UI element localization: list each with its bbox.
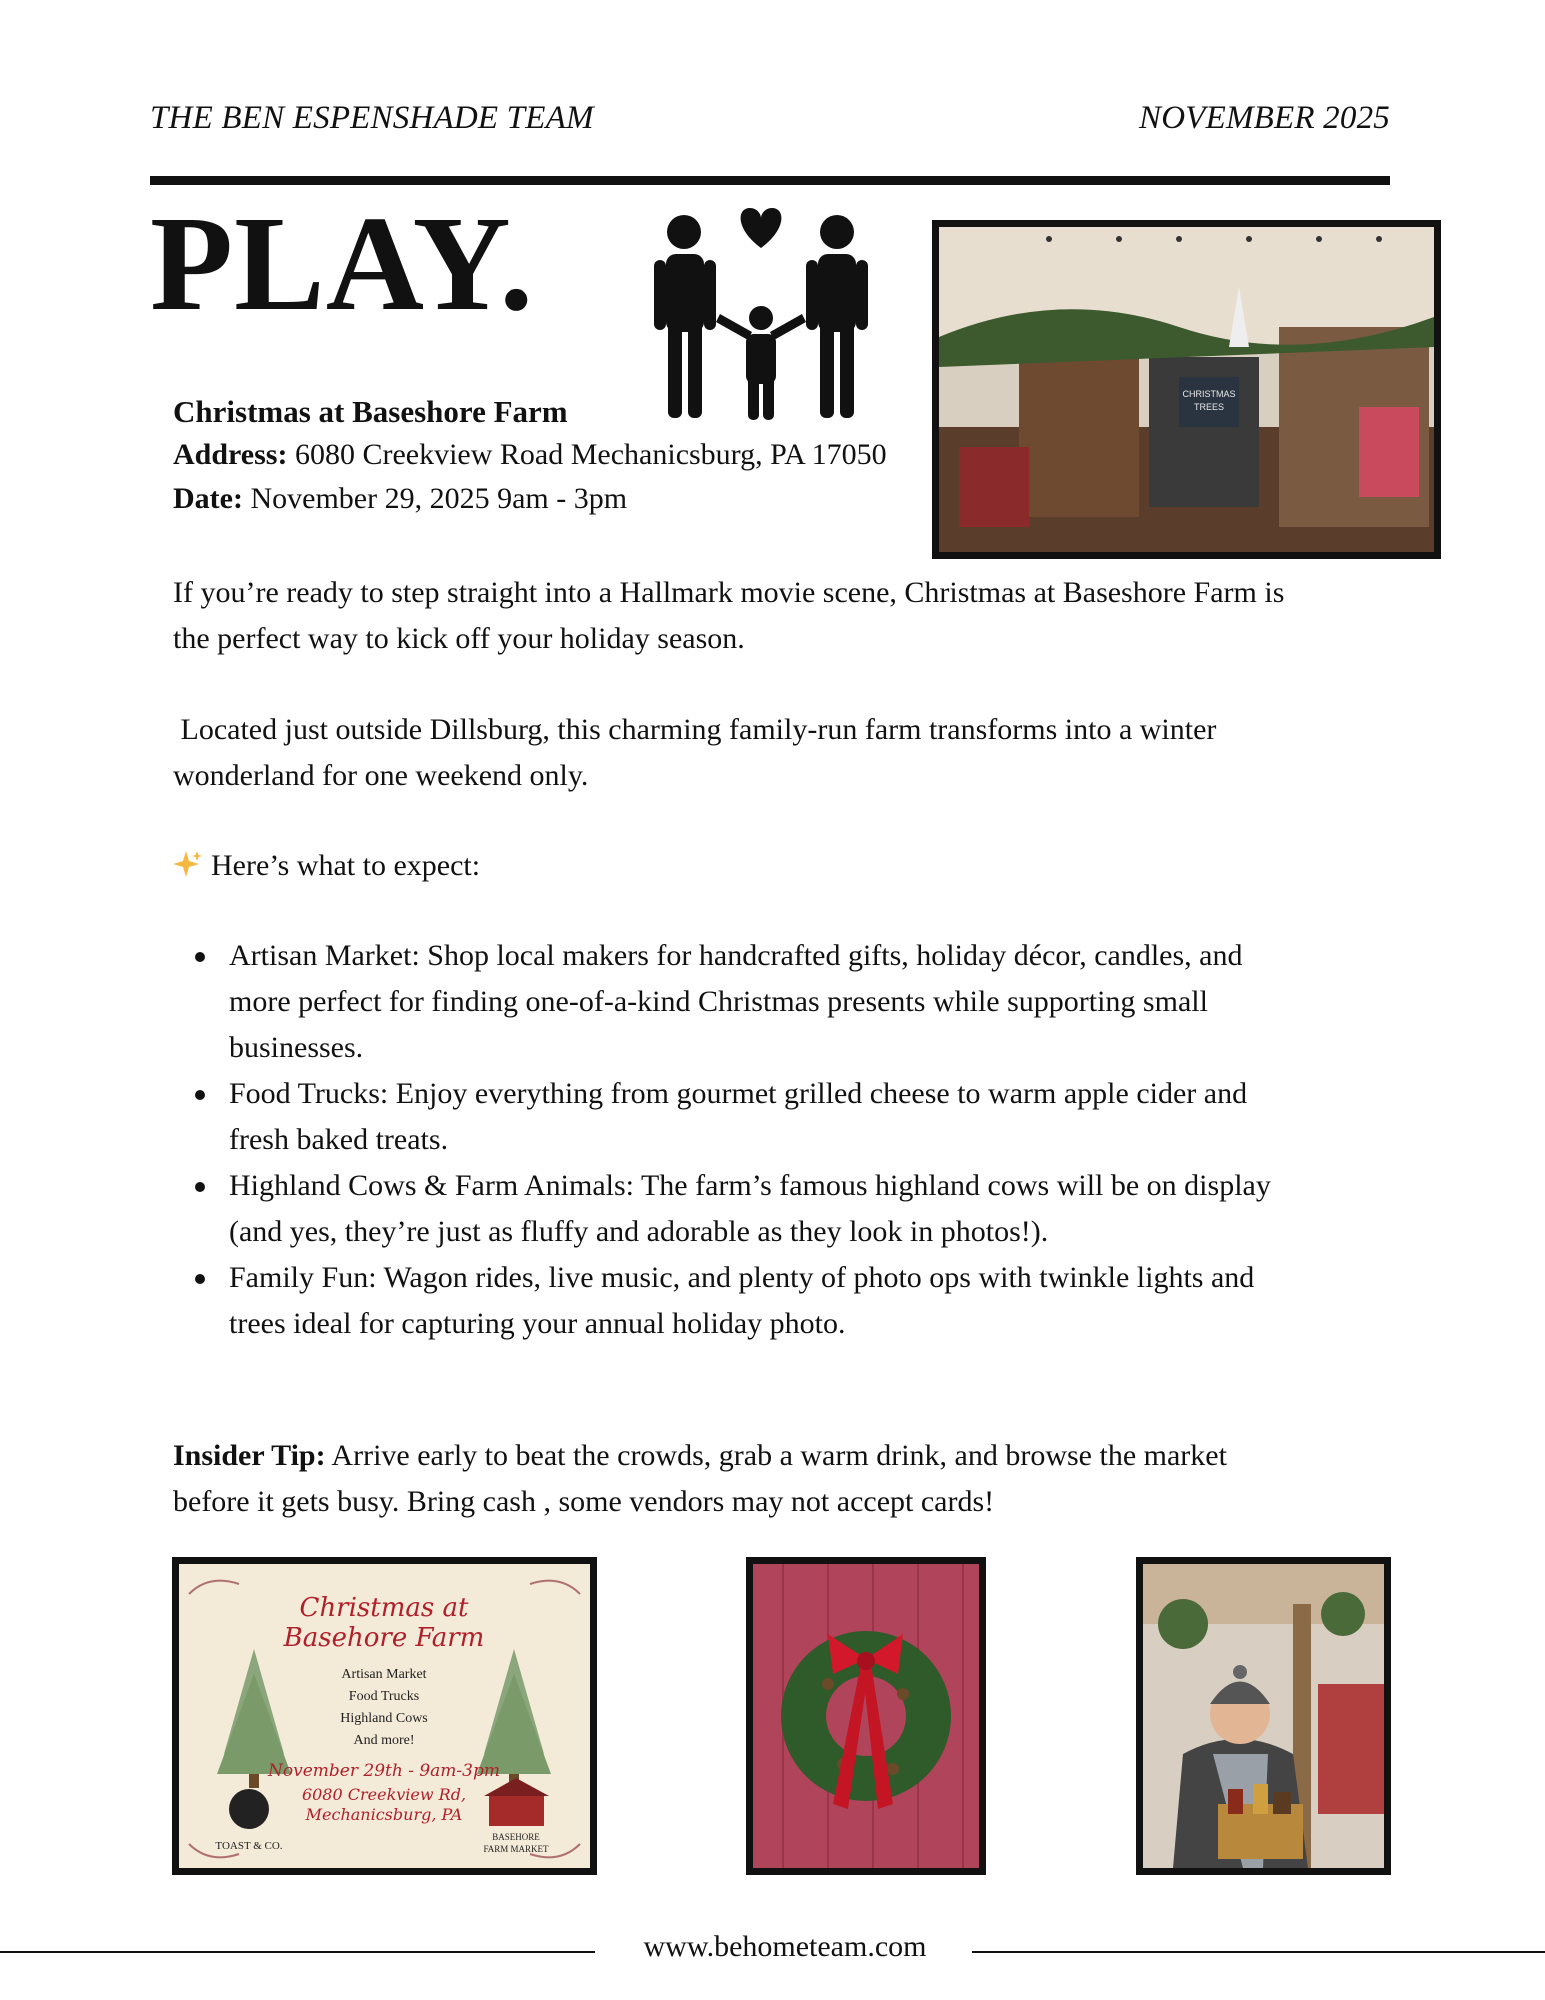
footer-divider-right: [972, 1951, 1545, 1953]
date-value: November 29, 2025 9am - 3pm: [250, 482, 628, 515]
flyer-item: Artisan Market: [341, 1667, 427, 1682]
date-label: Date:: [173, 482, 243, 515]
intro-paragraph: If you’re ready to step straight into a Hallmark movie scene, Christmas at Baseshore Farm is the perfect way to kick off your holiday season.: [173, 576, 1285, 655]
market-interior-photo: [932, 220, 1441, 559]
header-divider: [150, 176, 1390, 185]
expect-heading-text: Here’s what to expect:: [211, 849, 481, 882]
event-address: [173, 438, 887, 472]
list-item: Family Fun: Wagon rides, live music, and plenty of photo ops with twinkle lights and trees ideal for capturing your annual holiday photo.: [173, 1255, 1303, 1347]
address-label: Address:: [173, 438, 288, 471]
flyer-date: November 29th - 9am-3pm: [268, 1761, 500, 1781]
flyer-logo-right-2: FARM MARKET: [483, 1844, 549, 1854]
flyer-logo-right-1: BASEHORE: [492, 1832, 540, 1842]
highlights-list: [173, 933, 1303, 1347]
sign-text-1: CHRISTMAS: [1182, 389, 1236, 399]
sign-text-2: TREES: [1193, 402, 1225, 412]
list-item: Highland Cows & Farm Animals: The farm’s famous highland cows will be on display (and yes, they’re just as fluffy and adorable as they look in photos!).: [173, 1163, 1303, 1255]
flyer-address-2: Mechanicsburg, PA: [305, 1805, 463, 1824]
flyer-title-1: Christmas at: [299, 1593, 469, 1623]
insider-tip: [173, 1433, 1303, 1525]
sparkle-icon: [173, 849, 203, 879]
flyer-address-1: 6080 Creekview Rd,: [301, 1785, 467, 1804]
header-team-name: THE BEN ESPENSHADE TEAM: [150, 100, 594, 136]
page-title: PLAY.: [150, 189, 535, 339]
event-name: Christmas at Baseshore Farm: [173, 394, 568, 429]
flyer-title-2: Basehore Farm: [283, 1623, 485, 1653]
flyer-item: And more!: [353, 1733, 415, 1748]
tip-text: Arrive early to beat the crowds, grab a warm drink, and browse the market before it gets busy. Bring cash , some vendors may not accept cards!: [173, 1439, 1235, 1518]
event-date: [173, 482, 627, 516]
location-paragraph: Located just outside Dillsburg, this charming family-run farm transforms into a winter wonderland for one weekend only.: [173, 713, 1224, 792]
flyer-item: Food Trucks: [348, 1689, 420, 1704]
customer-photo: [1136, 1557, 1391, 1875]
flyer-item: Highland Cows: [340, 1711, 428, 1726]
list-item: Food Trucks: Enjoy everything from gourmet grilled cheese to warm apple cider and fresh baked treats.: [173, 1071, 1303, 1163]
tip-label: Insider Tip:: [173, 1439, 326, 1472]
footer-divider-left: [0, 1951, 595, 1953]
event-flyer-image: [172, 1557, 597, 1875]
footer-website: www.behometeam.com: [643, 1930, 927, 1963]
list-item: Artisan Market: Shop local makers for handcrafted gifts, holiday décor, candles, and more perfect for finding one-of-a-kind Christmas presents while supporting small businesses.: [173, 933, 1303, 1071]
header-issue-date: NOVEMBER 2025: [1139, 100, 1390, 136]
flyer-logo-left: TOAST & CO.: [215, 1840, 283, 1852]
address-value: 6080 Creekview Road Mechanicsburg, PA 17050: [294, 438, 887, 471]
wreath-photo: [746, 1557, 986, 1875]
family-icon: [636, 200, 886, 425]
expect-heading: [173, 843, 1303, 889]
